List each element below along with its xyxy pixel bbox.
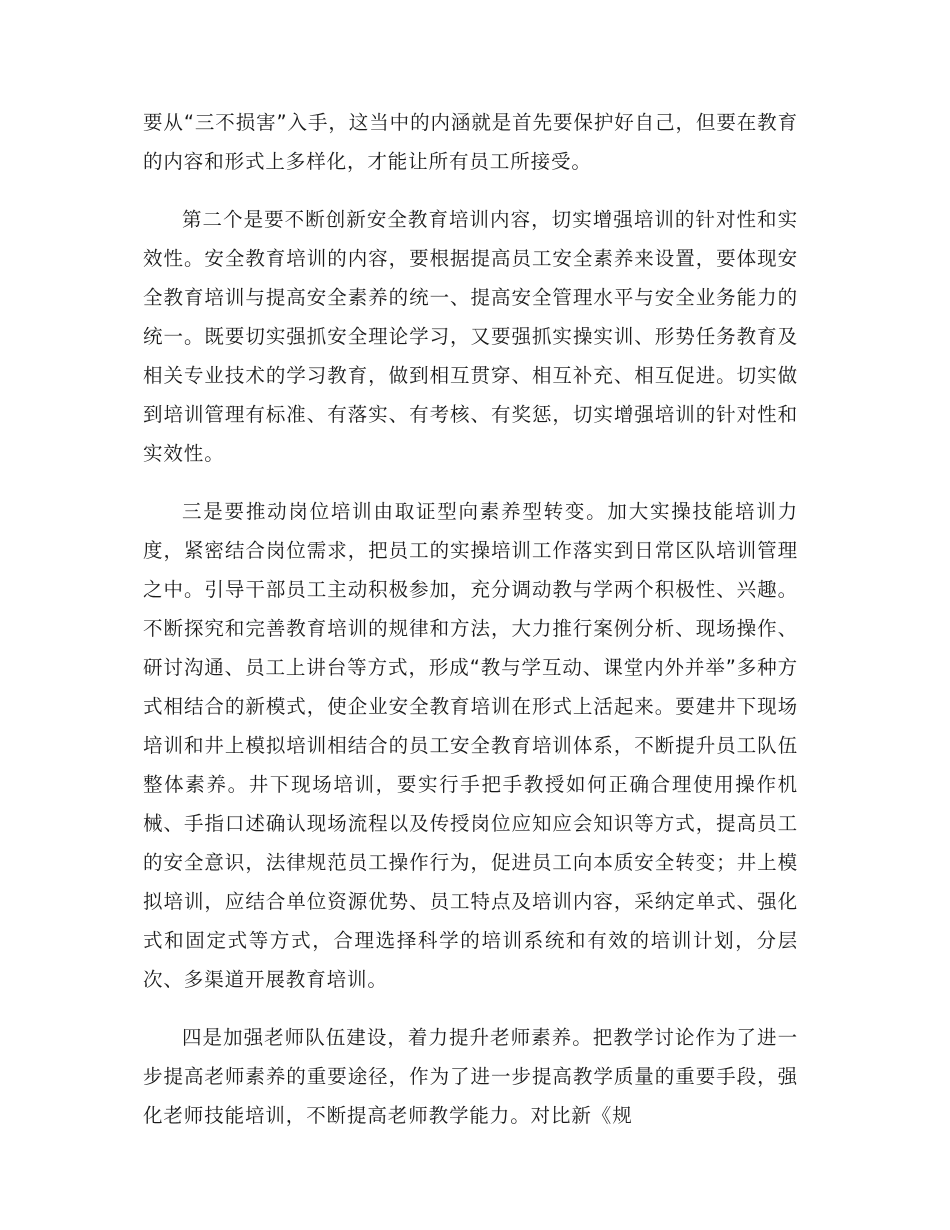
document-body — [143, 103, 798, 1154]
paragraph-4: 四是加强老师队伍建设，着力提升老师素养。把教学讨论作为了进一步提高老师素养的重要途径，作为了进一步提高教学质量的重要手段，强化老师技能培训，不断提高老师教学能力。对比新《规 — [143, 1026, 798, 1127]
paragraph-1: 要从“三不损害”入手，这当中的内涵就是首先要保护好自己，但要在教育的内容和形式上多样化，才能让所有员工所接受。 — [143, 111, 798, 173]
paragraph-2: 第二个是要不断创新安全教育培训内容，切实增强培训的针对性和实效性。安全教育培训的内容，要根据提高员工安全素养来设置，要体现安全教育培训与提高安全素养的统一、提高安全管理水平与安全业务能力的统一。既要切实强抓安全理论学习，又要强抓实操实训、形势任务教育及相关专业技术的学习教育，做到相互贯穿、相互补充、相互促进。切实做到培训管理有标准、有落实、有考核、有奖惩，切实增强培训的针对性和实效性。 — [143, 208, 798, 465]
paragraph-3: 三是要推动岗位培训由取证型向素养型转变。加大实操技能培训力度，紧密结合岗位需求，把员工的实操培训工作落实到日常区队培训管理之中。引导干部员工主动积极参加，充分调动教与学两个积极性、兴趣。不断探究和完善教育培训的规律和方法，大力推行案例分析、现场操作、研讨沟通、员工上讲台等方式，形成“教与学互动、课堂内外并举”多种方式相结合的新模式，使企业安全教育培训在形式上活起来。要建井下现场培训和井上模拟培训相结合的员工安全教育培训体系，不断提升员工队伍整体素养。井下现场培训，要实行手把手教授如何正确合理使用操作机械、手指口述确认现场流程以及传授岗位应知应会知识等方式，提高员工的安全意识，法律规范员工操作行为，促进员工向本质安全转变；井上模拟培训，应结合单位资源优势、员工特点及培训内容，采纳定单式、强化式和固定式等方式，合理选择科学的培训系统和有效的培训计划，分层次、多渠道开展教育培训。 — [143, 500, 798, 991]
